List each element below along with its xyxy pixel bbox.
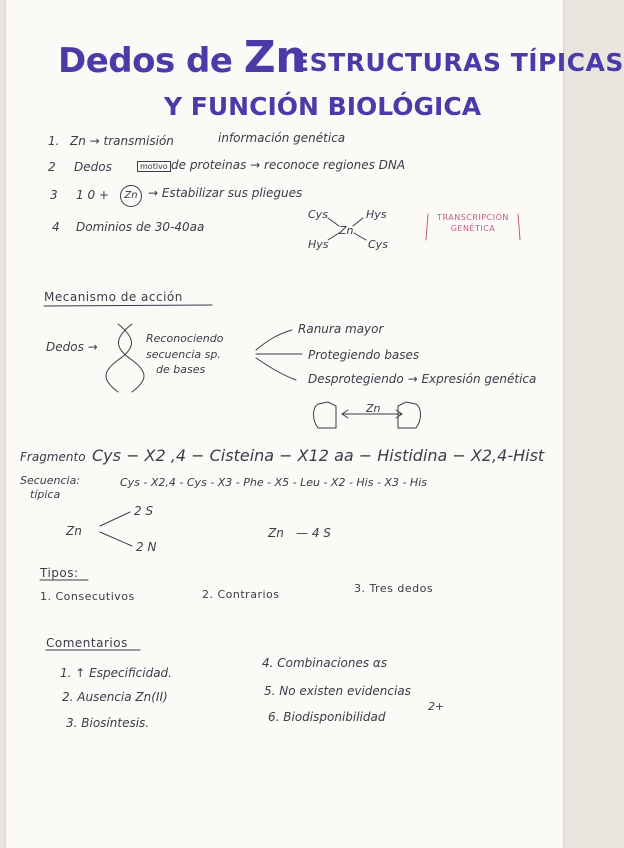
cluster-cys-2: Cys [368, 238, 388, 251]
intro-3-num: 3 [50, 188, 58, 202]
dna-strand-icon [119, 324, 145, 392]
title-zn: Zn [243, 32, 307, 83]
note-bracket-right [518, 214, 520, 240]
mecanismo-zn: Zn [366, 402, 381, 415]
tipos-heading: Tipos: [40, 566, 79, 580]
coord-2s: 2 S [134, 504, 154, 518]
cluster-cys-1: Cys [308, 208, 328, 221]
comentario-4: 4. Combinaciones αs [262, 656, 388, 670]
coord-bond-up [100, 512, 130, 526]
intro-3-text2: → Estabilizar sus pliegues [148, 186, 303, 200]
mecanismo-heading: Mecanismo de acción [44, 290, 183, 304]
comentario-2: 2. Ausencia Zn(II) [62, 690, 168, 704]
transcripcion-note: TRANSCRIPCIÓN GENÉTICA [437, 213, 509, 233]
secuencia-label-1: Secuencia: [20, 474, 81, 487]
tipo-1: 1. Consecutivos [40, 590, 135, 603]
cluster-hys-1: Hys [366, 208, 387, 221]
cluster-zn: Zn [339, 224, 354, 237]
cluster-hys-2: Hys [308, 238, 329, 251]
comentario-5: 5. No existen evidencias [264, 684, 411, 698]
secuencia-text: Cys - X2,4 - Cys - X3 - Phe - X5 - Leu - X2 - His - X3 - His [120, 476, 427, 489]
bond-line [328, 233, 339, 240]
intro-2-num: 2 [48, 160, 56, 174]
comentarios-heading: Comentarios [46, 636, 128, 650]
tipo-3: 3. Tres dedos [354, 582, 434, 595]
comentario-6: 6. Biodisponibilidad [268, 710, 386, 724]
intro-2-text2: de proteinas → reconoce regiones DNA [171, 158, 406, 172]
intro-4-num: 4 [52, 220, 60, 234]
intro-2-text: Dedos [74, 160, 112, 174]
mecanismo-de-bases: de bases [156, 363, 206, 376]
fragmento-label: Fragmento [20, 450, 86, 464]
note-bracket-left [426, 214, 428, 240]
coord-4s: — 4 S [296, 526, 331, 540]
coord-2n: 2 N [136, 540, 157, 554]
notebook-page [6, 0, 624, 848]
coord-bond-down [100, 532, 132, 546]
tipo-2: 2. Contrarios [202, 588, 280, 601]
intro-1-text: Zn → transmisión [70, 134, 174, 148]
mecanismo-reconociendo: Reconociendo [146, 332, 224, 345]
left-hand-icon [314, 402, 337, 428]
title-estructuras: ESTRUCTURAS TÍPICAS [292, 48, 624, 77]
dna-strand-icon [106, 324, 132, 392]
title-funcion: Y FUNCIÓN BIOLÓGICA [164, 92, 482, 121]
fragmento-text: Cys − X2 ,4 − Cisteina − X12 aa − Histidina − X2,4-Hist [92, 446, 545, 465]
intro-3-text: 1 0 + [76, 188, 109, 202]
comentario-6-superscript: 2+ [428, 700, 445, 713]
title-dedos-de: Dedos de [58, 41, 244, 81]
comentario-3: 3. Biosíntesis. [66, 716, 150, 730]
mecanismo-dedos: Dedos → [46, 340, 98, 354]
comentario-1: 1. ↑ Especificidad. [60, 666, 172, 680]
coord-zn-2: Zn [268, 526, 284, 540]
mecanismo-secuencia: secuencia sp. [146, 348, 221, 361]
bond-line [328, 218, 339, 226]
bond-line [353, 218, 363, 226]
mecanismo-result-3: Desprotegiendo → Expresión genética [308, 372, 537, 386]
mecanismo-underline [44, 305, 212, 306]
pen-strokes [6, 0, 563, 848]
arrow-branch-down [256, 358, 296, 380]
intro-1-text2: información genética [218, 131, 346, 145]
intro-4-text: Dominios de 30-40aa [76, 220, 205, 234]
intro-3-circled: Zn [120, 185, 142, 207]
bond-line [354, 233, 366, 240]
intro-2-boxed: motivo [137, 161, 171, 172]
arrow-branch-up [256, 330, 292, 350]
mecanismo-result-1: Ranura mayor [298, 322, 384, 336]
intro-1-num: 1. [48, 134, 60, 148]
secuencia-label-2: típica [30, 488, 61, 501]
mecanismo-result-2: Protegiendo bases [308, 348, 420, 362]
coord-zn-1: Zn [66, 524, 82, 538]
